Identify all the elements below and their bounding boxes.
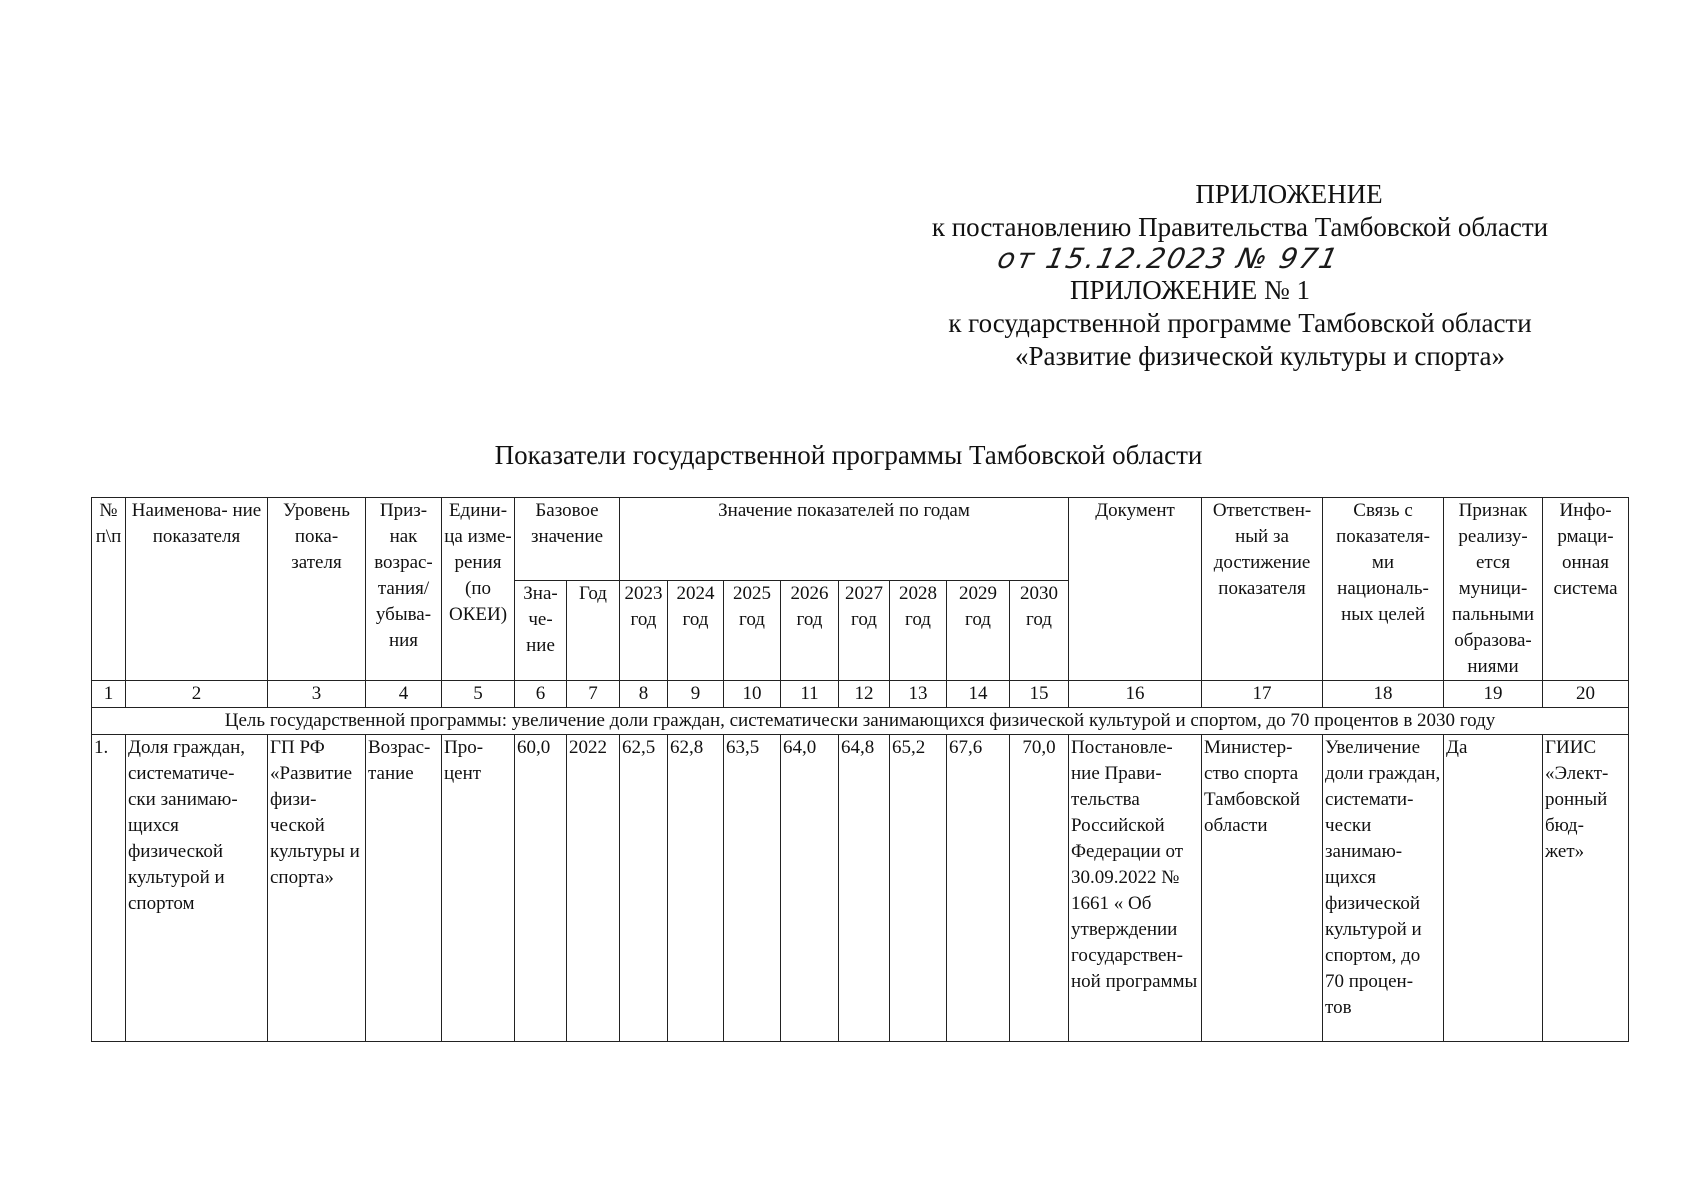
base-year: 2022 bbox=[567, 735, 620, 1042]
col-level-header: Уровень пока- зателя bbox=[268, 498, 366, 681]
column-number: 18 bbox=[1323, 681, 1444, 708]
program-goal: Цель государственной программы: увеличение доли граждан, систематически занимающихся физической культурой и спортом, до 70 процентов в 2030 году bbox=[92, 708, 1629, 735]
col-year-2026: 2026 год bbox=[781, 581, 839, 681]
column-number: 9 bbox=[668, 681, 724, 708]
value-2023: 62,5 bbox=[620, 735, 668, 1042]
col-document-header: Документ bbox=[1069, 498, 1202, 681]
table-row bbox=[92, 735, 1629, 1042]
indicator-name: Доля граждан, систематиче- ски занимаю- щихся физической культурой и спортом bbox=[126, 735, 268, 1042]
indicator-level: ГП РФ «Развитие физи- ческой культуры и спорта» bbox=[268, 735, 366, 1042]
column-number: 12 bbox=[839, 681, 890, 708]
appendix-resolution-line: к постановлению Правительства Тамбовской области bbox=[931, 212, 1549, 242]
col-num-header: № п\п bbox=[92, 498, 126, 681]
indicator-national-link: Увеличение доли граждан, системати- чески занимаю- щихся физической культурой и спортом, до 70 процен- тов bbox=[1323, 735, 1444, 1042]
indicator-document: Постановле- ние Прави- тельства Российской Федерации от 30.09.2022 № 1661 « Об утверждении государствен- ной программы bbox=[1069, 735, 1202, 1042]
value-2026: 64,0 bbox=[781, 735, 839, 1042]
col-sign-header: Приз- нак возрас- тания/ убыва- ния bbox=[366, 498, 442, 681]
appendix-1-label: ПРИЛОЖЕНИЕ № 1 bbox=[1069, 275, 1311, 305]
col-base-year-header: Год bbox=[567, 581, 620, 681]
col-base-value-header: Зна- че- ние bbox=[515, 581, 567, 681]
col-year-2030: 2030 год bbox=[1010, 581, 1069, 681]
column-number: 4 bbox=[366, 681, 442, 708]
document-title: Показатели государственной программы Тамбовской области bbox=[494, 440, 1203, 470]
column-number: 20 bbox=[1543, 681, 1629, 708]
column-number: 15 bbox=[1010, 681, 1069, 708]
header-row-1 bbox=[92, 498, 1629, 581]
col-year-2025: 2025 год bbox=[724, 581, 781, 681]
column-number: 1 bbox=[92, 681, 126, 708]
value-2030: 70,0 bbox=[1010, 735, 1069, 1042]
column-number: 3 bbox=[268, 681, 366, 708]
indicator-unit: Про- цент bbox=[442, 735, 515, 1042]
value-2024: 62,8 bbox=[668, 735, 724, 1042]
column-number: 19 bbox=[1444, 681, 1543, 708]
column-number: 10 bbox=[724, 681, 781, 708]
program-reference: к государственной программе Тамбовской области bbox=[948, 308, 1532, 338]
column-number: 16 bbox=[1069, 681, 1202, 708]
col-unit-header: Едини- ца изме- рения (по ОКЕИ) bbox=[442, 498, 515, 681]
col-year-2029: 2029 год bbox=[947, 581, 1010, 681]
col-year-2024: 2024 год bbox=[668, 581, 724, 681]
col-year-2023: 2023 год bbox=[620, 581, 668, 681]
column-number: 17 bbox=[1202, 681, 1323, 708]
col-responsible-header: Ответствен- ный за достижение показателя bbox=[1202, 498, 1323, 681]
value-2025: 63,5 bbox=[724, 735, 781, 1042]
appendix-label: ПРИЛОЖЕНИЕ bbox=[1195, 179, 1383, 209]
col-link-header: Связь с показателя- ми националь- ных целей bbox=[1323, 498, 1444, 681]
value-2028: 65,2 bbox=[890, 735, 947, 1042]
indicator-municipal: Да bbox=[1444, 735, 1543, 1042]
base-value: 60,0 bbox=[515, 735, 567, 1042]
col-infosys-header: Инфо- рмаци- онная система bbox=[1543, 498, 1629, 681]
column-number: 14 bbox=[947, 681, 1010, 708]
column-number: 5 bbox=[442, 681, 515, 708]
appendix-header bbox=[890, 178, 1590, 373]
program-name: «Развитие физической культуры и спорта» bbox=[1014, 341, 1506, 371]
col-year-2027: 2027 год bbox=[839, 581, 890, 681]
column-number: 13 bbox=[890, 681, 947, 708]
col-years-header: Значение показателей по годам bbox=[620, 498, 1069, 581]
row-number: 1. bbox=[92, 735, 126, 1042]
col-name-header: Наименова- ние показателя bbox=[126, 498, 268, 681]
col-year-2028: 2028 год bbox=[890, 581, 947, 681]
handwritten-date-number: от 15.12.2023 № 971 bbox=[994, 242, 1343, 275]
goal-row bbox=[92, 708, 1629, 735]
indicator-responsible: Министер- ство спорта Тамбовской области bbox=[1202, 735, 1323, 1042]
column-number-row bbox=[92, 681, 1629, 708]
column-number: 11 bbox=[781, 681, 839, 708]
column-number: 6 bbox=[515, 681, 567, 708]
indicator-sign: Возрас- тание bbox=[366, 735, 442, 1042]
indicator-infosys: ГИИС «Элект- ронный бюд- жет» bbox=[1543, 735, 1629, 1042]
column-number: 7 bbox=[567, 681, 620, 708]
indicators-table bbox=[91, 497, 1629, 1042]
col-base-header: Базовое значение bbox=[515, 498, 620, 581]
value-2027: 64,8 bbox=[839, 735, 890, 1042]
column-number: 2 bbox=[126, 681, 268, 708]
column-number: 8 bbox=[620, 681, 668, 708]
col-municipal-header: Признак реализу- ется муници- пальными образова- ниями bbox=[1444, 498, 1543, 681]
value-2029: 67,6 bbox=[947, 735, 1010, 1042]
